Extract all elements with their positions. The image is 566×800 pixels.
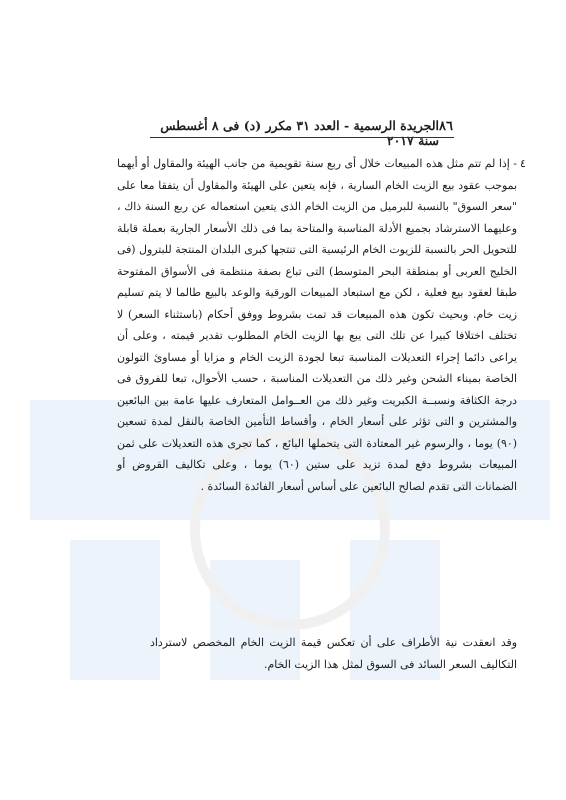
item-number: ٤ <box>520 157 526 170</box>
header-divider <box>150 137 454 138</box>
closing-paragraph: وقد انعقدت نية الأطراف على أن تعكس قيمة الزيت الخام المخصص لاسترداد التكاليف السعر السائد فى السوق لمثل هذا الزيت الخام. <box>150 636 517 671</box>
page-number: ٨٦ <box>439 119 453 134</box>
page-header <box>152 118 453 148</box>
item-paragraph: - إذا لم تتم مثل هذه المبيعات خلال أى ربع سنة تقويمية من جانب الهيئة والمقاول أو أيهما بموجب عقود بيع الزيت الخام السارية ، فإنه يتعين على الهيئة والمقاول أن يتفقا معا على "سعر السوق" بالنسبة للبرميل من الزيت الخام الذى يتعين استعماله عن ربع السنة ذاك ، وعليهما الاسترشاد بجميع الأدلة المناسبة والمتاحة بما فى ذلك الأسعار الجارية بعملة قابلة للتحويل الحر بالنسبة للزيوت الخام الرئيسية التى تنتجها كبرى البلدان المنتجة للبترول (فى الخليج العربى أو بمنطقة البحر المتوسط) التى تباع بصفة منتظمة فى الأسواق المفتوحة طبقا لعقود بيع فعلية ، لكن مع استبعاد المبيعات الورقية والوعد بالبيع طالما لا يتم تسليم زيت خام. وبحيث تكون هذه المبيعات قد تمت بشروط ووفق أحكام (باستثناء السعر) لا تختلف اختلافا كبيرا عن تلك التى يبع بها الزيت الخام المطلوب تقدير قيمته ، وعلى أن يراعى دائما إجراء التعديلات المناسبة تبعا لجودة الزيت الخام و مزايا أو مساوئ التولون الخاصة بميناء الشحن وغير ذلك من التعديلات المناسبة ، حسب الأحوال، تبعا للفروق فى درجة الكثافة ونسبــة الكبريت وغير ذلك من العــوامل المتعارف عليها عامة بين البائعين والمشترين و التى تؤثر على أسعار الخام ، وأقساط التأمين الخاصة بالنقل لمدة تسعين (٩٠) يوما ، والرسوم غير المعتادة التى يتحملها البائع ، كما تجرى هذه التعديلات على ثمن المبيعات بشروط دفع لمدة تزيد على ستين (٦٠) يوما ، وعلى تكاليف القروض أو الضمانات التى تقدم لصالح البائعين على أساس أسعار الفائدة السائدة . <box>117 157 517 493</box>
header-title: الجريدة الرسمية - العدد ٣١ مكرر (د) فى ٨ أغسطس سنة ٢٠١٧ <box>160 118 440 148</box>
